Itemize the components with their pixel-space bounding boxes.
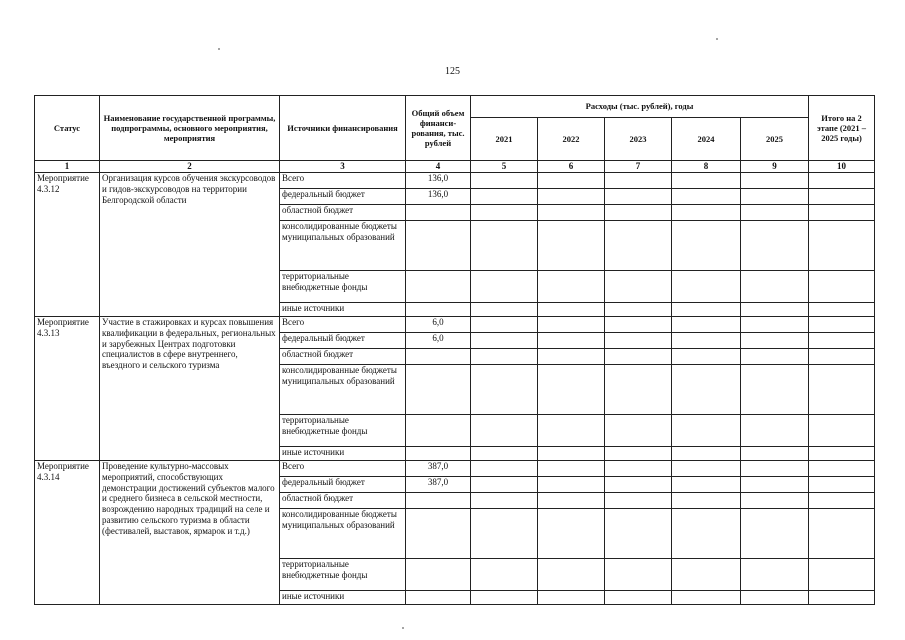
financing-table [34,95,875,605]
funding-source-label: иные источники [280,591,406,605]
scan-speck [218,48,220,50]
year-amount-cell [741,271,809,303]
stage-total-cell [809,447,875,461]
year-amount-cell [538,509,605,559]
column-numbers-row [35,161,875,173]
total-amount [406,221,471,271]
year-amount-cell [605,477,672,493]
year-amount-cell [538,415,605,447]
stage-total-cell [809,415,875,447]
year-amount-cell [538,173,605,189]
stage-total-cell [809,317,875,333]
year-amount-cell [471,365,538,415]
header-total: Общий объем финанси-рования, тыс. рублей [406,96,471,161]
year-amount-cell [605,349,672,365]
funding-source-label: иные источники [280,303,406,317]
year-amount-cell [605,559,672,591]
year-amount-cell [471,509,538,559]
year-amount-cell [741,415,809,447]
measure-status: Мероприятие 4.3.12 [35,173,100,317]
funding-source-label: консолидированные бюджеты муниципальных образований [280,365,406,415]
total-amount: 387,0 [406,477,471,493]
year-amount-cell [741,509,809,559]
year-amount-cell [538,349,605,365]
year-amount-cell [605,447,672,461]
year-amount-cell [741,477,809,493]
year-amount-cell [741,333,809,349]
year-amount-cell [471,303,538,317]
total-amount [406,271,471,303]
year-amount-cell [471,447,538,461]
year-amount-cell [538,303,605,317]
year-amount-cell [471,271,538,303]
column-number: 3 [280,161,406,173]
year-amount-cell [538,447,605,461]
year-amount-cell [672,591,741,605]
funding-source-label: территориальные внебюджетные фонды [280,415,406,447]
scan-speck [716,38,718,40]
year-amount-cell [605,189,672,205]
funding-source-label: Всего [280,173,406,189]
year-amount-cell [605,271,672,303]
year-amount-cell [672,303,741,317]
total-amount: 6,0 [406,317,471,333]
year-amount-cell [538,365,605,415]
stage-total-cell [809,559,875,591]
stage-total-cell [809,333,875,349]
year-amount-cell [741,447,809,461]
header-year: 2021 [471,118,538,161]
year-amount-cell [538,477,605,493]
stage-total-cell [809,349,875,365]
table-row [35,317,875,333]
year-amount-cell [672,559,741,591]
year-amount-cell [672,447,741,461]
total-amount [406,415,471,447]
funding-source-label: федеральный бюджет [280,477,406,493]
funding-source-label: территориальные внебюджетные фонды [280,559,406,591]
total-amount: 136,0 [406,189,471,205]
year-amount-cell [741,317,809,333]
year-amount-cell [605,365,672,415]
funding-source-label: консолидированные бюджеты муниципальных образований [280,221,406,271]
column-number: 6 [538,161,605,173]
measure-status: Мероприятие 4.3.14 [35,461,100,605]
total-amount: 6,0 [406,333,471,349]
year-amount-cell [538,221,605,271]
year-amount-cell [471,591,538,605]
year-amount-cell [741,349,809,365]
year-amount-cell [605,205,672,221]
funding-source-label: областной бюджет [280,493,406,509]
total-amount [406,205,471,221]
column-number: 2 [100,161,280,173]
column-number: 4 [406,161,471,173]
measure-name: Организация курсов обучения экскурсоводов и гидов-экскурсоводов на территории Белгородской области [100,173,280,317]
year-amount-cell [471,477,538,493]
year-amount-cell [471,173,538,189]
year-amount-cell [538,493,605,509]
year-amount-cell [741,205,809,221]
year-amount-cell [471,221,538,271]
measure-name: Участие в стажировках и курсах повышения квалификации в федеральных, региональных и зарубежных Центрах подготовки специалистов в сфере внутреннего, въездного и сельского туризма [100,317,280,461]
scan-speck [402,627,404,629]
total-amount [406,559,471,591]
year-amount-cell [672,189,741,205]
year-amount-cell [538,559,605,591]
header-year: 2022 [538,118,605,161]
column-number: 7 [605,161,672,173]
header-program-name: Наименование государственной программы, подпрограммы, основного мероприятия, мероприятия [100,96,280,161]
year-amount-cell [471,493,538,509]
year-amount-cell [672,271,741,303]
year-amount-cell [672,477,741,493]
year-amount-cell [538,189,605,205]
year-amount-cell [605,173,672,189]
year-amount-cell [672,333,741,349]
year-amount-cell [605,303,672,317]
column-number: 10 [809,161,875,173]
year-amount-cell [538,461,605,477]
funding-source-label: федеральный бюджет [280,189,406,205]
year-amount-cell [471,559,538,591]
year-amount-cell [741,221,809,271]
header-year: 2025 [741,118,809,161]
table-row [35,173,875,189]
funding-source-label: Всего [280,317,406,333]
header-status: Статус [35,96,100,161]
year-amount-cell [741,173,809,189]
header-year: 2023 [605,118,672,161]
funding-source-label: Всего [280,461,406,477]
page-number: 125 [445,66,460,77]
header-expenses: Расходы (тыс. рублей), годы [471,96,809,118]
year-amount-cell [605,591,672,605]
total-amount [406,509,471,559]
stage-total-cell [809,509,875,559]
total-amount [406,591,471,605]
measure-status: Мероприятие 4.3.13 [35,317,100,461]
stage-total-cell [809,189,875,205]
column-number: 9 [741,161,809,173]
year-amount-cell [741,189,809,205]
year-amount-cell [538,271,605,303]
header-sources: Источники финансирования [280,96,406,161]
stage-total-cell [809,477,875,493]
column-number: 8 [672,161,741,173]
stage-total-cell [809,493,875,509]
total-amount [406,365,471,415]
total-amount [406,303,471,317]
stage-total-cell [809,173,875,189]
funding-source-label: консолидированные бюджеты муниципальных образований [280,509,406,559]
total-amount: 136,0 [406,173,471,189]
year-amount-cell [672,415,741,447]
year-amount-cell [471,317,538,333]
funding-source-label: областной бюджет [280,205,406,221]
year-amount-cell [741,365,809,415]
year-amount-cell [471,415,538,447]
year-amount-cell [672,461,741,477]
year-amount-cell [605,493,672,509]
year-amount-cell [538,317,605,333]
year-amount-cell [538,205,605,221]
total-amount: 387,0 [406,461,471,477]
year-amount-cell [471,205,538,221]
total-amount [406,447,471,461]
stage-total-cell [809,303,875,317]
column-number: 1 [35,161,100,173]
year-amount-cell [741,303,809,317]
stage-total-cell [809,205,875,221]
year-amount-cell [605,333,672,349]
funding-source-label: федеральный бюджет [280,333,406,349]
stage-total-cell [809,221,875,271]
year-amount-cell [471,189,538,205]
year-amount-cell [672,493,741,509]
table-row [35,461,875,477]
year-amount-cell [672,221,741,271]
year-amount-cell [605,461,672,477]
header-stage-total: Итого на 2 этапе (2021 – 2025 годы) [809,96,875,161]
year-amount-cell [538,333,605,349]
year-amount-cell [538,591,605,605]
year-amount-cell [741,591,809,605]
total-amount [406,349,471,365]
year-amount-cell [672,349,741,365]
measures-body [35,173,875,605]
funding-source-label: территориальные внебюджетные фонды [280,271,406,303]
stage-total-cell [809,461,875,477]
stage-total-cell [809,271,875,303]
year-amount-cell [605,221,672,271]
measure-name: Проведение культурно-массовых мероприятий, способствующих демонстрации достижений субъектов малого и среднего бизнеса в сельской местности, возрождению народных традиций на селе и развитию сельского туризма в области (фестивалей, выставок, ярмарок и т.д.) [100,461,280,605]
year-amount-cell [672,173,741,189]
funding-source-label: областной бюджет [280,349,406,365]
funding-source-label: иные источники [280,447,406,461]
year-amount-cell [471,349,538,365]
total-amount [406,493,471,509]
year-amount-cell [741,559,809,591]
year-amount-cell [605,317,672,333]
year-amount-cell [672,365,741,415]
header-year: 2024 [672,118,741,161]
year-amount-cell [672,205,741,221]
year-amount-cell [672,509,741,559]
year-amount-cell [471,461,538,477]
year-amount-cell [672,317,741,333]
year-amount-cell [741,493,809,509]
stage-total-cell [809,365,875,415]
stage-total-cell [809,591,875,605]
year-amount-cell [605,415,672,447]
year-amount-cell [605,509,672,559]
year-amount-cell [741,461,809,477]
year-amount-cell [471,333,538,349]
column-number: 5 [471,161,538,173]
